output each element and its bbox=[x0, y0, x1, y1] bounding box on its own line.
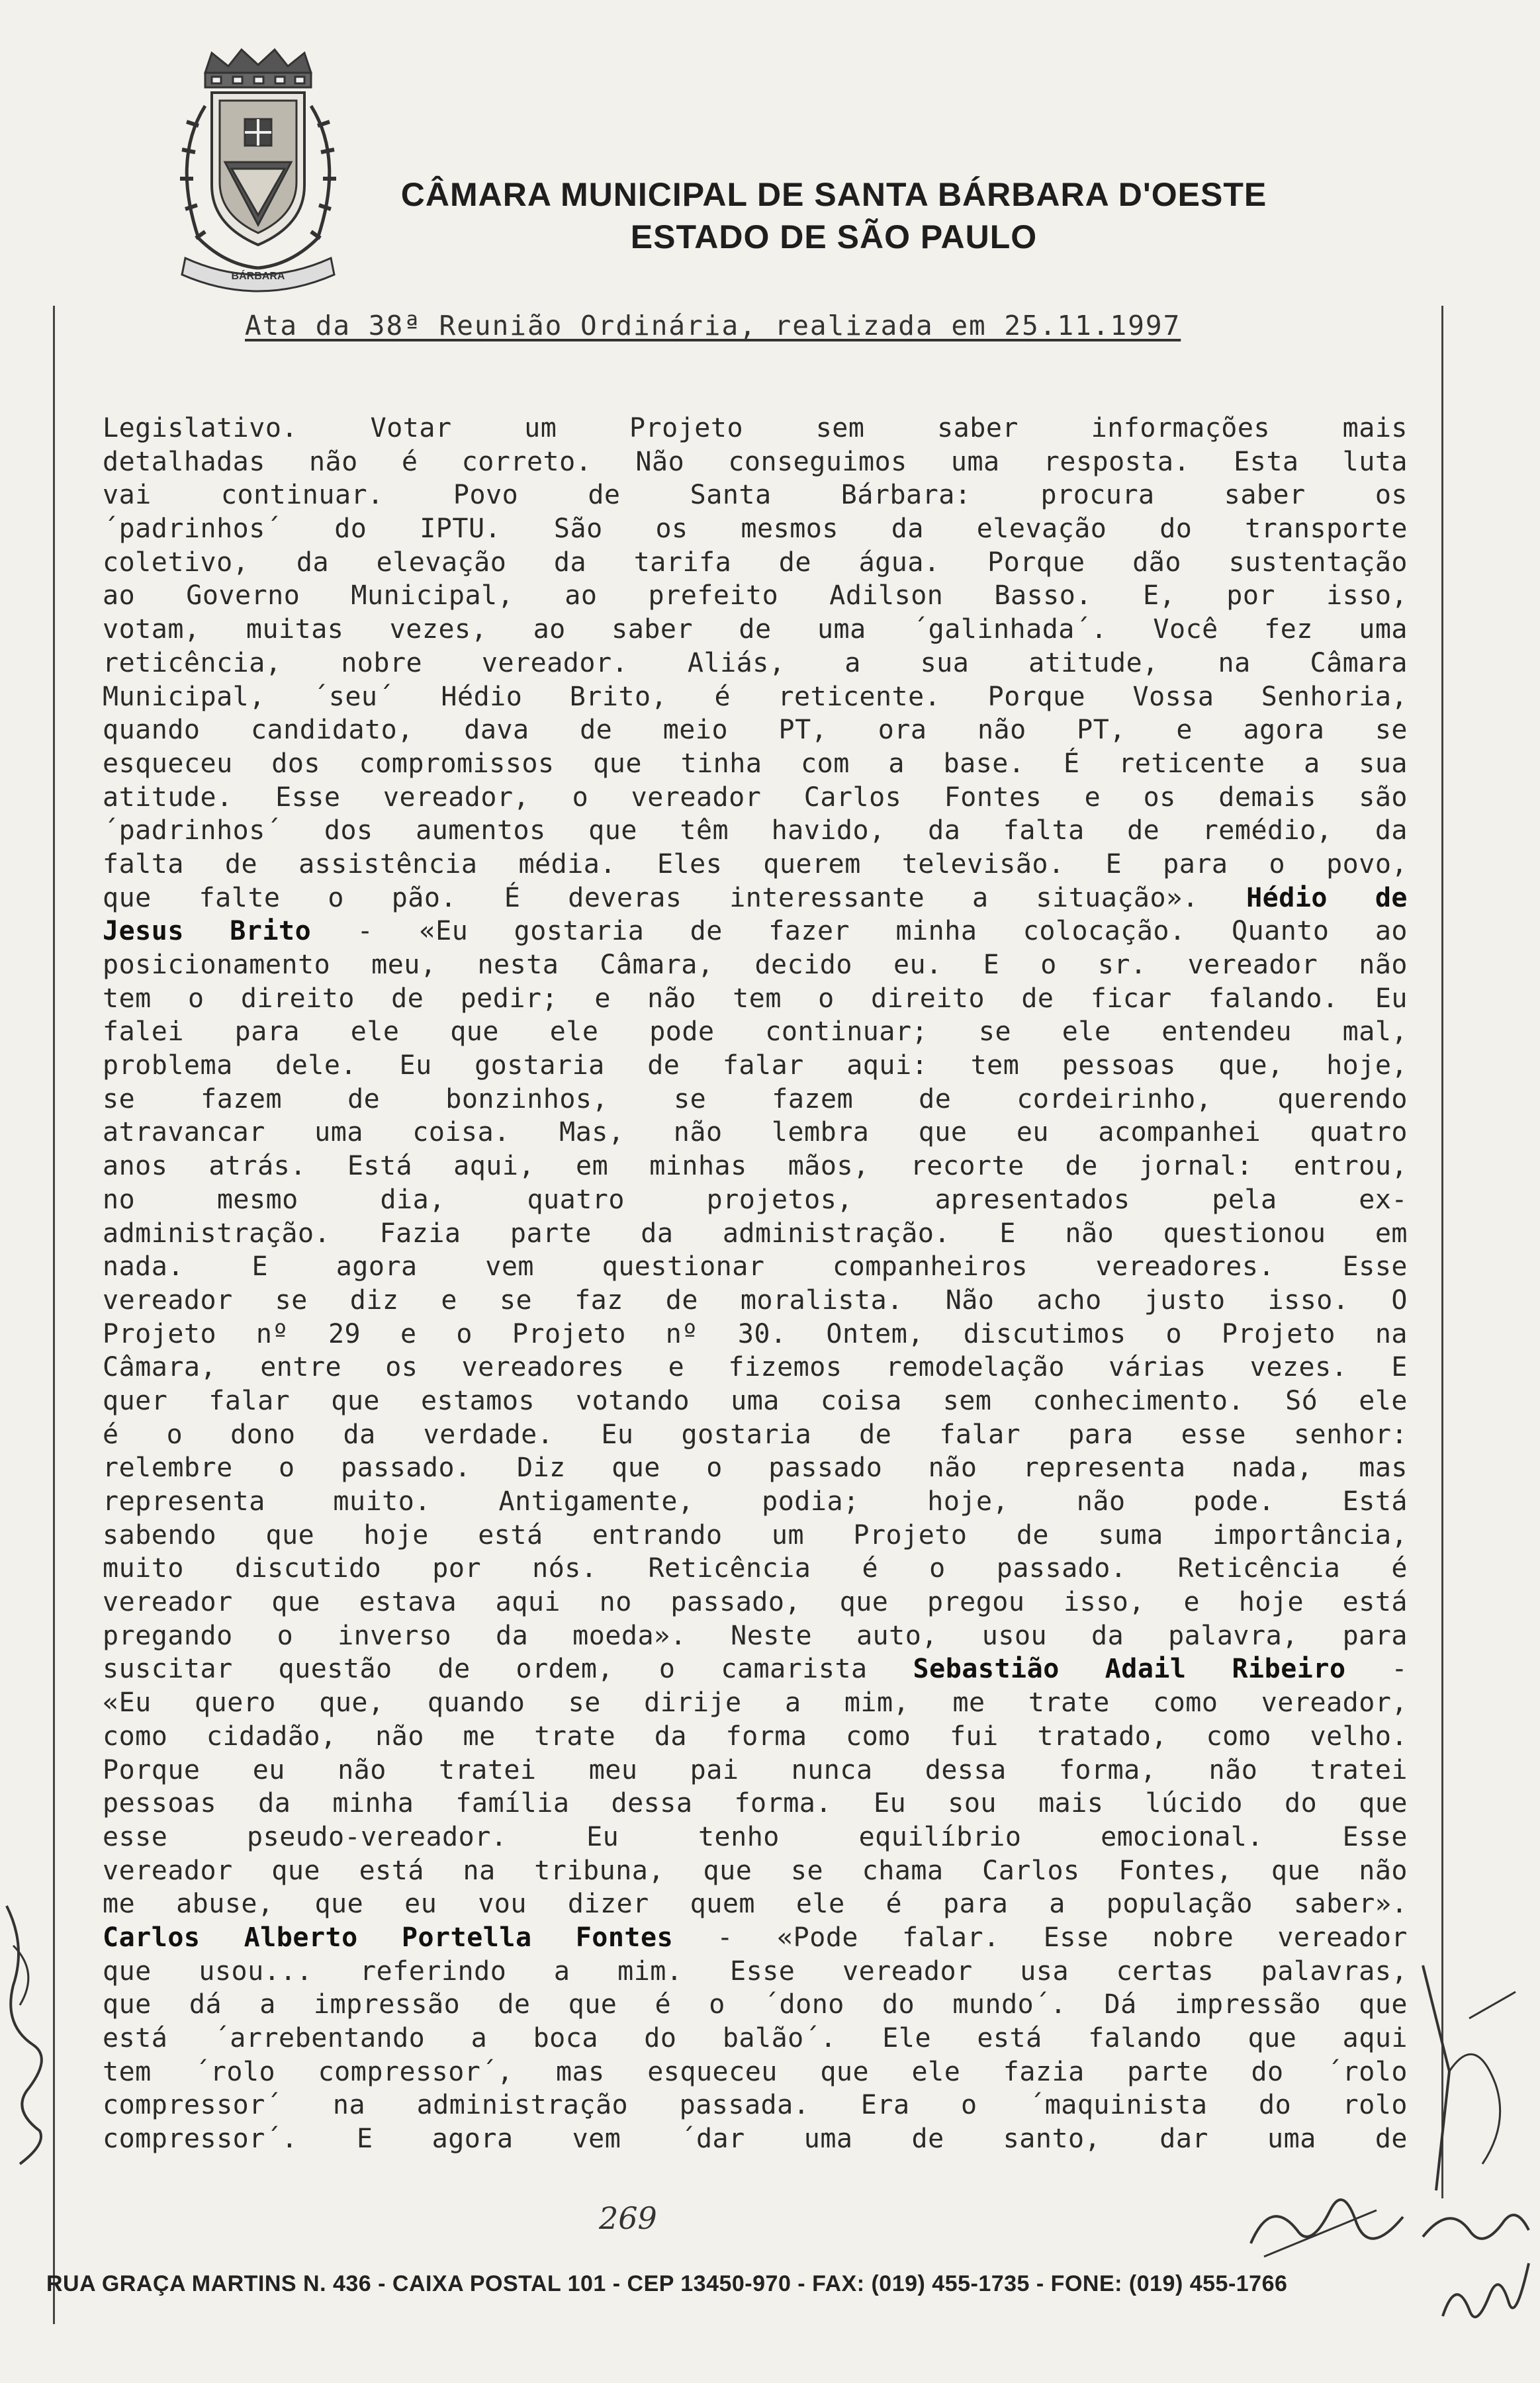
line-text: pessoas da minha família dessa forma. Eu sou mais lúcido do que bbox=[103, 1788, 1408, 1819]
line-text: está ´arrebentando a boca do balão´. Ele está falando que aqui bbox=[103, 2023, 1408, 2053]
line-text: é o dono da verdade. Eu gostaria de falar para esse senhor: bbox=[103, 1419, 1408, 1450]
page-number: 269 bbox=[599, 2200, 657, 2236]
line-text: no mesmo dia, quatro projetos, apresentados pela ex- bbox=[103, 1184, 1408, 1215]
text-line bbox=[103, 1921, 1408, 1955]
text-line bbox=[103, 1149, 1408, 1183]
text-line bbox=[103, 512, 1408, 546]
right-margin-rule bbox=[1441, 306, 1443, 2198]
text-line bbox=[103, 647, 1408, 680]
text-line bbox=[103, 1955, 1408, 1989]
text-line bbox=[103, 1586, 1408, 1619]
line-text: suscitar questão de ordem, o camarista bbox=[103, 1654, 913, 1685]
line-text: me abuse, que eu vou dizer quem ele é para a população saber». bbox=[103, 1889, 1408, 1920]
text-line bbox=[103, 1652, 1408, 1686]
text-line bbox=[103, 982, 1408, 1016]
text-line bbox=[103, 1821, 1408, 1854]
text-line bbox=[103, 1250, 1408, 1284]
line-text: atravancar uma coisa. Mas, não lembra que eu acompanhei quatro bbox=[103, 1117, 1408, 1148]
text-line bbox=[103, 1552, 1408, 1586]
text-line bbox=[103, 1418, 1408, 1452]
text-line bbox=[103, 814, 1408, 848]
line-text: detalhadas não é correto. Não conseguimos uma resposta. Esta luta bbox=[103, 446, 1408, 477]
state-name: ESTADO DE SÃO PAULO bbox=[630, 218, 1038, 255]
minutes-body bbox=[103, 412, 1408, 2156]
line-text: vereador se diz e se faz de moralista. Não acho justo isso. O bbox=[103, 1284, 1408, 1316]
text-line bbox=[103, 848, 1408, 881]
line-text: pregando o inverso da moeda». Neste auto, usou da palavra, para bbox=[103, 1620, 1408, 1651]
text-line bbox=[103, 1083, 1408, 1116]
text-line bbox=[103, 1519, 1408, 1552]
line-text: Projeto nº 29 e o Projeto nº 30. Ontem, discutimos o Projeto na bbox=[103, 1318, 1408, 1349]
line-text: votam, muitas vezes, ao saber de uma ´galinhada´. Você fez uma bbox=[103, 614, 1408, 645]
text-line bbox=[103, 747, 1408, 781]
signature-bottom-icon bbox=[1244, 2171, 1416, 2270]
text-line bbox=[103, 412, 1408, 445]
text-line bbox=[103, 1485, 1408, 1519]
line-text: esse pseudo-vereador. Eu tenho equilíbrio emocional. Esse bbox=[103, 1821, 1408, 1852]
text-line bbox=[103, 1351, 1408, 1384]
speaker-name: Jesus Brito bbox=[103, 916, 312, 947]
text-line bbox=[103, 1217, 1408, 1251]
line-text: que falte o pão. É deveras interessante a situação». bbox=[103, 882, 1247, 913]
text-line bbox=[103, 1318, 1408, 1351]
text-line bbox=[103, 2089, 1408, 2122]
text-line bbox=[103, 915, 1408, 948]
text-line bbox=[103, 713, 1408, 747]
line-text: tem o direito de pedir; e não tem o direito de ficar falando. Eu bbox=[103, 983, 1408, 1014]
text-line bbox=[103, 2055, 1408, 2089]
line-text: representa muito. Antigamente, podia; hoje, não pode. Está bbox=[103, 1486, 1408, 1517]
line-text: compressor´. E agora vem ´dar uma de santo, dar uma de bbox=[103, 2124, 1408, 2155]
text-line bbox=[103, 2022, 1408, 2055]
line-text: quer falar que estamos votando uma coisa sem conhecimento. Só ele bbox=[103, 1385, 1408, 1416]
line-text: problema dele. Eu gostaria de falar aqui: tem pessoas que, hoje, bbox=[103, 1050, 1408, 1081]
document-header bbox=[371, 173, 1297, 258]
minutes-title: Ata da 38ª Reunião Ordinária, realizada em 25.11.1997 bbox=[245, 310, 1181, 341]
line-text: sabendo que hoje está entrando um Projeto de suma importância, bbox=[103, 1519, 1408, 1551]
text-line bbox=[103, 1887, 1408, 1921]
chamber-name: CÂMARA MUNICIPAL DE SANTA BÁRBARA D'OESTE bbox=[400, 176, 1267, 213]
line-text: vereador que está na tribuna, que se chama Carlos Fontes, que não bbox=[103, 1855, 1408, 1886]
text-line bbox=[103, 1015, 1408, 1049]
line-text: posicionamento meu, nesta Câmara, decido eu. E o sr. vereador não bbox=[103, 950, 1408, 980]
text-line bbox=[103, 2122, 1408, 2156]
line-text: administração. Fazia parte da administração. E não questionou em bbox=[103, 1218, 1408, 1249]
text-line bbox=[103, 881, 1408, 915]
line-text: - «Eu gostaria de fazer minha colocação. Quanto ao bbox=[311, 916, 1408, 947]
line-text: anos atrás. Está aqui, em minhas mãos, recorte de jornal: entrou, bbox=[103, 1151, 1408, 1182]
line-text: «Eu quero que, quando se dirije a mim, me trate como vereador, bbox=[103, 1687, 1408, 1719]
text-line bbox=[103, 1787, 1408, 1821]
text-line bbox=[103, 445, 1408, 479]
line-text: ´padrinhos´ do IPTU. São os mesmos da elevação do transporte bbox=[103, 514, 1408, 545]
text-line bbox=[103, 1619, 1408, 1653]
text-line bbox=[103, 1754, 1408, 1787]
text-line bbox=[103, 948, 1408, 982]
line-text: muito discutido por nós. Reticência é o passado. Reticência é bbox=[103, 1553, 1408, 1584]
text-line bbox=[103, 781, 1408, 815]
line-text: quando candidato, dava de meio PT, ora não PT, e agora se bbox=[103, 715, 1408, 746]
text-line bbox=[103, 579, 1408, 613]
line-text: compressor´ na administração passada. Era o ´maquinista do rolo bbox=[103, 2090, 1408, 2121]
line-text: Porque eu não tratei meu pai nunca dessa forma, não tratei bbox=[103, 1754, 1408, 1785]
line-text: vereador que estava aqui no passado, que pregou isso, e hoje está bbox=[103, 1587, 1408, 1618]
text-line bbox=[103, 613, 1408, 647]
text-line bbox=[103, 1116, 1408, 1149]
line-text: ao Governo Municipal, ao prefeito Adilson Basso. E, por isso, bbox=[103, 580, 1408, 611]
line-text: relembre o passado. Diz que o passado não representa nada, mas bbox=[103, 1453, 1408, 1484]
rubric-bottom-right-icon bbox=[1436, 2237, 1535, 2336]
signature-left-margin-icon bbox=[0, 1893, 60, 2171]
text-line bbox=[103, 1854, 1408, 1888]
line-text: atitude. Esse vereador, o vereador Carlos Fontes e os demais são bbox=[103, 782, 1408, 813]
line-text: Legislativo. Votar um Projeto sem saber informações mais bbox=[103, 413, 1408, 443]
line-text: Municipal, ´seu´ Hédio Brito, é reticente. Porque Vossa Senhoria, bbox=[103, 681, 1408, 712]
signature-right-margin-icon bbox=[1410, 1952, 1540, 2257]
line-text: tem ´rolo compressor´, mas esqueceu que ele fazia parte do ´rolo bbox=[103, 2056, 1408, 2087]
line-text: nada. E agora vem questionar companheiros vereadores. Esse bbox=[103, 1251, 1408, 1282]
line-text: - «Pode falar. Esse nobre vereador bbox=[673, 1922, 1408, 1953]
text-line bbox=[103, 478, 1408, 512]
text-line bbox=[103, 1384, 1408, 1418]
line-text: que dá a impressão de que é o ´dono do mundo´. Dá impressão que bbox=[103, 1989, 1408, 2020]
text-line bbox=[103, 1284, 1408, 1318]
line-text: falta de assistência média. Eles querem televisão. E para o povo, bbox=[103, 848, 1408, 879]
line-text: se fazem de bonzinhos, se fazem de cordeirinho, querendo bbox=[103, 1083, 1408, 1114]
text-line bbox=[103, 1451, 1408, 1485]
text-line bbox=[103, 1988, 1408, 2022]
text-line bbox=[103, 680, 1408, 714]
line-text: esqueceu dos compromissos que tinha com a base. É reticente a sua bbox=[103, 748, 1408, 779]
coat-of-arms-icon bbox=[159, 46, 357, 298]
speaker-name: Sebastião Adail Ribeiro bbox=[913, 1654, 1346, 1685]
line-text: que usou... referindo a mim. Esse vereador usa certas palavras, bbox=[103, 1956, 1408, 1987]
text-line bbox=[103, 1720, 1408, 1754]
line-text: vai continuar. Povo de Santa Bárbara: procura saber os bbox=[103, 480, 1408, 511]
line-text: ´padrinhos´ dos aumentos que têm havido, da falta de remédio, da bbox=[103, 815, 1408, 846]
line-text: Câmara, entre os vereadores e fizemos remodelação várias vezes. E bbox=[103, 1352, 1408, 1383]
text-line bbox=[103, 546, 1408, 580]
line-text: - bbox=[1345, 1654, 1408, 1685]
line-text: como cidadão, não me trate da forma como fui tratado, como velho. bbox=[103, 1721, 1408, 1752]
crest-ribbon-text: BÁRBARA bbox=[231, 271, 285, 282]
address-footer: RUA GRAÇA MARTINS N. 436 - CAIXA POSTAL 101 - CEP 13450-970 - FAX: (019) 455-1735 - FONE: (019) 455-1766 bbox=[46, 2271, 1288, 2296]
speaker-name: Hédio de bbox=[1246, 882, 1408, 913]
line-text: reticência, nobre vereador. Aliás, a sua atitude, na Câmara bbox=[103, 647, 1408, 678]
speaker-name: Carlos Alberto Portella Fontes bbox=[103, 1922, 674, 1953]
text-line bbox=[103, 1049, 1408, 1083]
text-line bbox=[103, 1686, 1408, 1720]
line-text: falei para ele que ele pode continuar; se ele entendeu mal, bbox=[103, 1016, 1408, 1048]
text-line bbox=[103, 1183, 1408, 1217]
line-text: coletivo, da elevação da tarifa de água. Porque dão sustentação bbox=[103, 547, 1408, 578]
